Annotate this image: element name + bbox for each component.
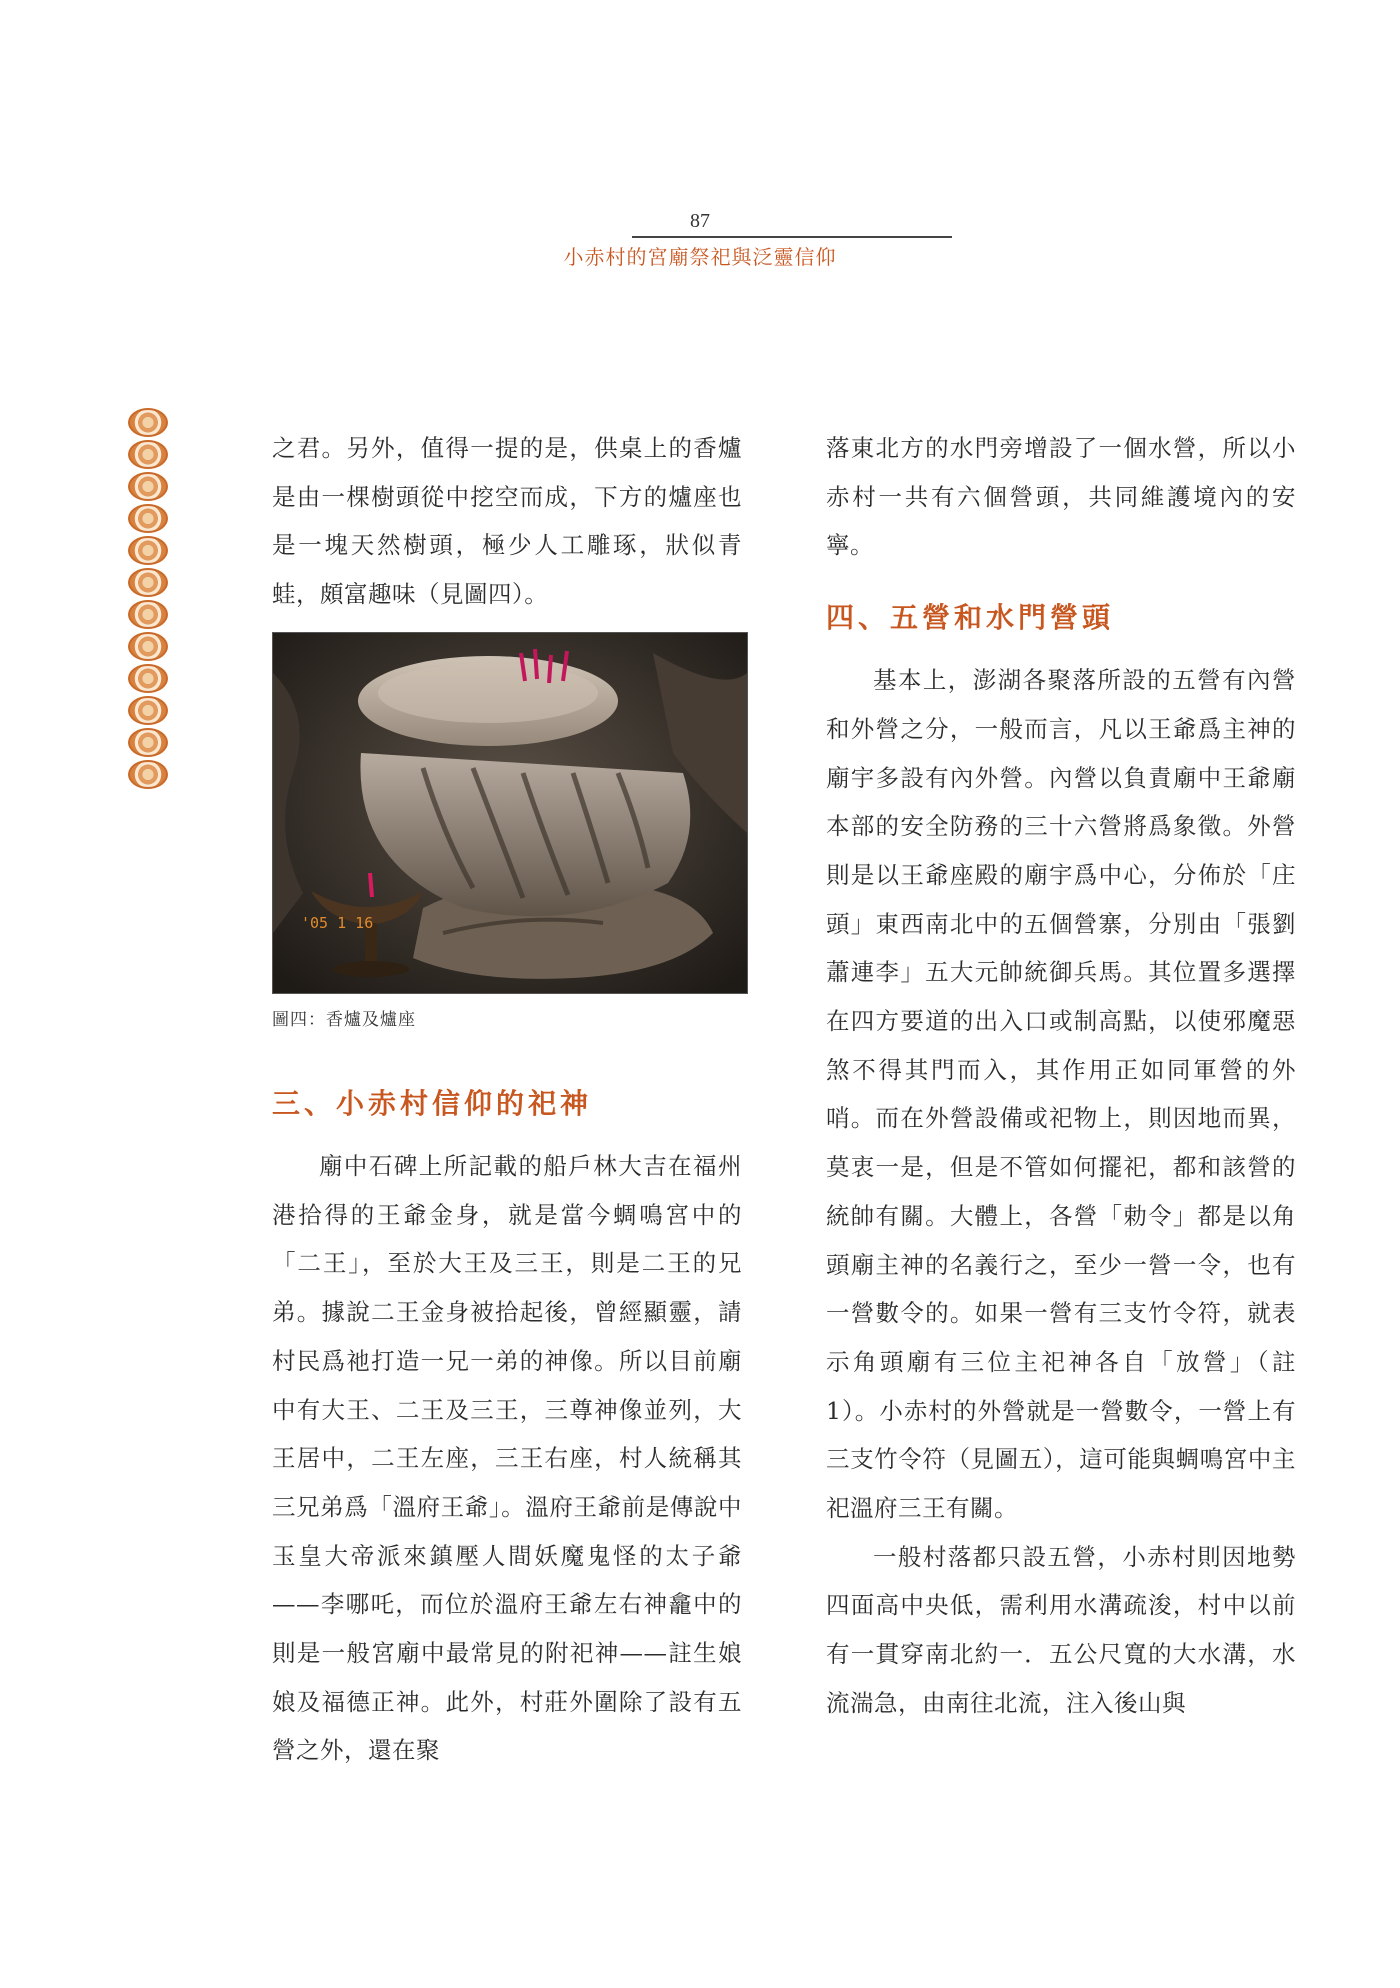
medallion-ornament-icon: [128, 536, 168, 565]
medallion-ornament-icon: [128, 408, 168, 437]
medallion-ornament-icon: [128, 504, 168, 533]
body-paragraph: 之君。另外，值得一提的是，供桌上的香爐是由一棵樹頭從中挖空而成，下方的爐座也是一塊天然樹頭，極少人工雕琢，狀似青蛙，頗富趣味（見圖四）。: [272, 434, 742, 609]
incense-burner-photo: [273, 633, 747, 993]
figure-photo-incense-burner: [272, 632, 748, 994]
medallion-ornament-icon: [128, 568, 168, 597]
medallion-ornament-icon: [128, 760, 168, 789]
medallion-ornament-icon: [128, 696, 168, 725]
medallion-ornament-icon: [128, 472, 168, 501]
decorative-medallion-strip: [128, 408, 170, 789]
medallion-ornament-icon: [128, 440, 168, 469]
figure-caption: 圖四：香爐及爐座: [272, 1010, 416, 1030]
body-paragraph: 廟中石碑上所記載的船戶林大吉在福州港拾得的王爺金身，就是當今蜩鳴宮中的「二王」，至於大王及三王，則是二王的兄弟。據說二王金身被拾起後，曾經顯靈，請村民爲祂打造一兄一弟的神像。所以目前廟中有大王、二王及三王，三尊神像並列，大王居中，二王左座，三王右座，村人統稱其三兄弟爲「溫府王爺」。溫府王爺前是傳說中玉皇大帝派來鎮壓人間妖魔鬼怪的太子爺——李哪吒，而位於溫府王爺左右神龕中的則是一般宮廟中最常見的附祀神——註生娘娘及福德正神。此外，村莊外圍除了設有五營之外，還在聚: [272, 1152, 742, 1765]
section-heading: 三、小赤村信仰的祀神: [272, 1087, 593, 1120]
page-number: 87: [690, 210, 710, 232]
medallion-ornament-icon: [128, 664, 168, 693]
right-column: [826, 424, 1296, 1728]
body-paragraph: 一般村落都只設五營，小赤村則因地勢四面高中央低，需利用水溝疏浚，村中以前有一貫穿南北約一．五公尺寬的大水溝，水流湍急，由南往北流，注入後山與: [826, 1542, 1296, 1717]
section-heading: 四、五營和水門營頭: [826, 601, 1115, 635]
photo-date-stamp: '05 1 16: [301, 914, 374, 932]
running-title: 小赤村的宮廟祭祀與泛靈信仰: [563, 245, 837, 269]
header-rule: [632, 236, 952, 238]
medallion-ornament-icon: [128, 728, 168, 757]
left-column-top: [272, 424, 742, 619]
body-paragraph: 基本上，澎湖各聚落所設的五營有內營和外營之分，一般而言，凡以王爺爲主神的廟宇多設有內外營。內營以負責廟中王爺廟本部的安全防務的三十六營將爲象徵。外營則是以王爺座殿的廟宇爲中心，分佈於「庄頭」東西南北中的五個營寨，分別由「張劉蕭連李」五大元帥統御兵馬。其位置多選擇在四方要道的出入口或制高點，以使邪魔惡煞不得其門而入，其作用正如同軍營的外哨。而在外營設備或祀物上，則因地而異，莫衷一是，但是不管如何擺祀，都和該營的統帥有關。大體上，各營「勅令」都是以角頭廟主神的名義行之，至少一營一令，也有一營數令的。如果一營有三支竹令符，就表示角頭廟有三位主祀神各自「放營」（註 1）。小赤村的外營就是一營數令，一營上有三支竹令符（見圖五），這可能與蜩鳴宮中主祀溫府三王有關。: [826, 666, 1296, 1523]
medallion-ornament-icon: [128, 600, 168, 629]
left-column-bottom: [272, 1080, 742, 1775]
medallion-ornament-icon: [128, 632, 168, 661]
body-paragraph: 落東北方的水門旁增設了一個水營，所以小赤村一共有六個營頭，共同維護境內的安寧。: [826, 434, 1296, 560]
